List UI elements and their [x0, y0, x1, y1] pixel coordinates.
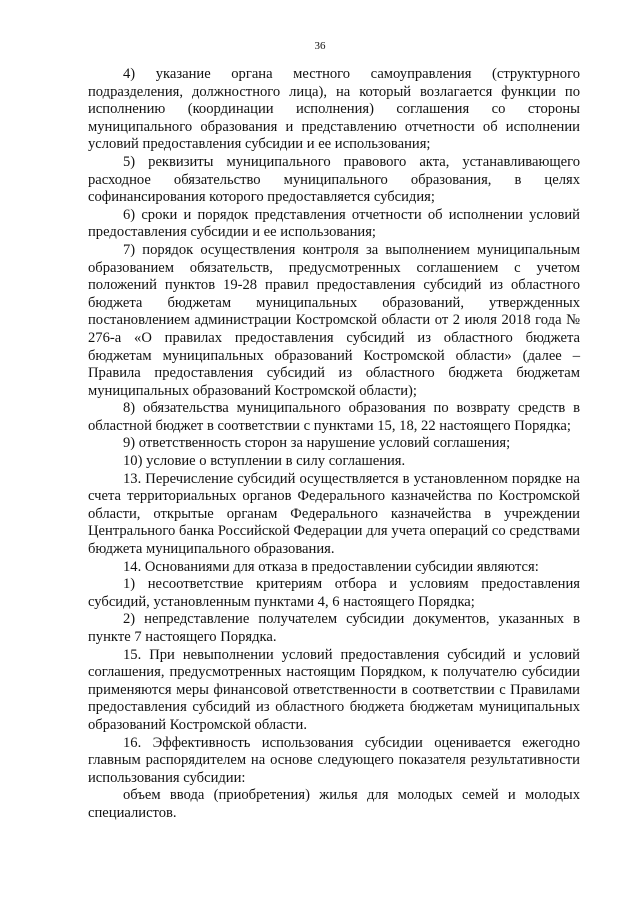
paragraph-item-7: 7) порядок осуществления контроля за выполнением муниципальным образованием обязательств, предусмотренных соглашением с учетом положений пунктов 19-28 правил предоставления субсидий из областного бюджета бюджетам муниципальных образований, утвержденных постановлением администрации Костромской области от 2 июля 2018 года № 276-а «О правилах предоставления субсидий из областного бюджета бюджетам муниципальных образований Костромской области» (далее – Правила предоставления субсидий из областного бюджета бюджетам муниципальных образований Костромской области); [88, 241, 580, 399]
page-number: 36 [314, 40, 326, 52]
document-body [88, 66, 580, 823]
paragraph-clause-14: 14. Основаниями для отказа в предоставлении субсидии являются: [123, 558, 539, 575]
paragraph-indicator: объем ввода (приобретения) жилья для молодых семей и молодых специалистов. [88, 787, 580, 821]
paragraph-clause-13: 13. Перечисление субсидий осуществляется в установленном порядке на счета территориальных органов Федерального казначейства по Костромской области, открытые органам Федерального казначейства в учреждении Центрального банка Российской Федерации для учета операций со средствами бюджета муниципального образования. [88, 470, 580, 558]
paragraph-clause-14-item-1: 1) несоответствие критериям отбора и условиям предоставления субсидий, установленным пунктами 4, 6 настоящего Порядка; [88, 576, 580, 610]
paragraph-item-8: 8) обязательства муниципального образования по возврату средств в областной бюджет в соответствии с пунктами 15, 18, 22 настоящего Порядка; [88, 400, 580, 434]
paragraph-item-5: 5) реквизиты муниципального правового акта, устанавливающего расходное обязательство муниципального образования, в целях софинансирования которого предоставляется субсидия; [88, 153, 580, 206]
paragraph-clause-16: 16. Эффективность использования субсидии оценивается ежегодно главным распорядителем на основе следующего показателя результативности использования субсидии: [88, 734, 580, 786]
paragraph-item-4: 4) указание органа местного самоуправления (структурного подразделения, должностного лица), на который возлагается функции по исполнению (координации исполнения) соглашения со стороны муниципального образования и представлению отчетности об исполнении условий предоставления субсидии и ее использования; [88, 66, 580, 153]
paragraph-clause-14-item-2: 2) непредставление получателем субсидии документов, указанных в пункте 7 настоящего Порядка. [88, 611, 580, 645]
paragraph-clause-15: 15. При невыполнении условий предоставления субсидий и условий соглашения, предусмотренных настоящим Порядком, к получателю субсидии применяются меры финансовой ответственности в соответствии с Правилами предоставления субсидий из областного бюджета бюджетам муниципальных образований Костромской области. [88, 646, 580, 733]
paragraph-item-9: 9) ответственность сторон за нарушение условий соглашения; [123, 435, 511, 452]
paragraph-item-6: 6) сроки и порядок представления отчетности об исполнении условий предоставления субсидии и ее использования; [88, 206, 580, 241]
paragraph-item-10: 10) условие о вступлении в силу соглашения. [123, 453, 406, 470]
